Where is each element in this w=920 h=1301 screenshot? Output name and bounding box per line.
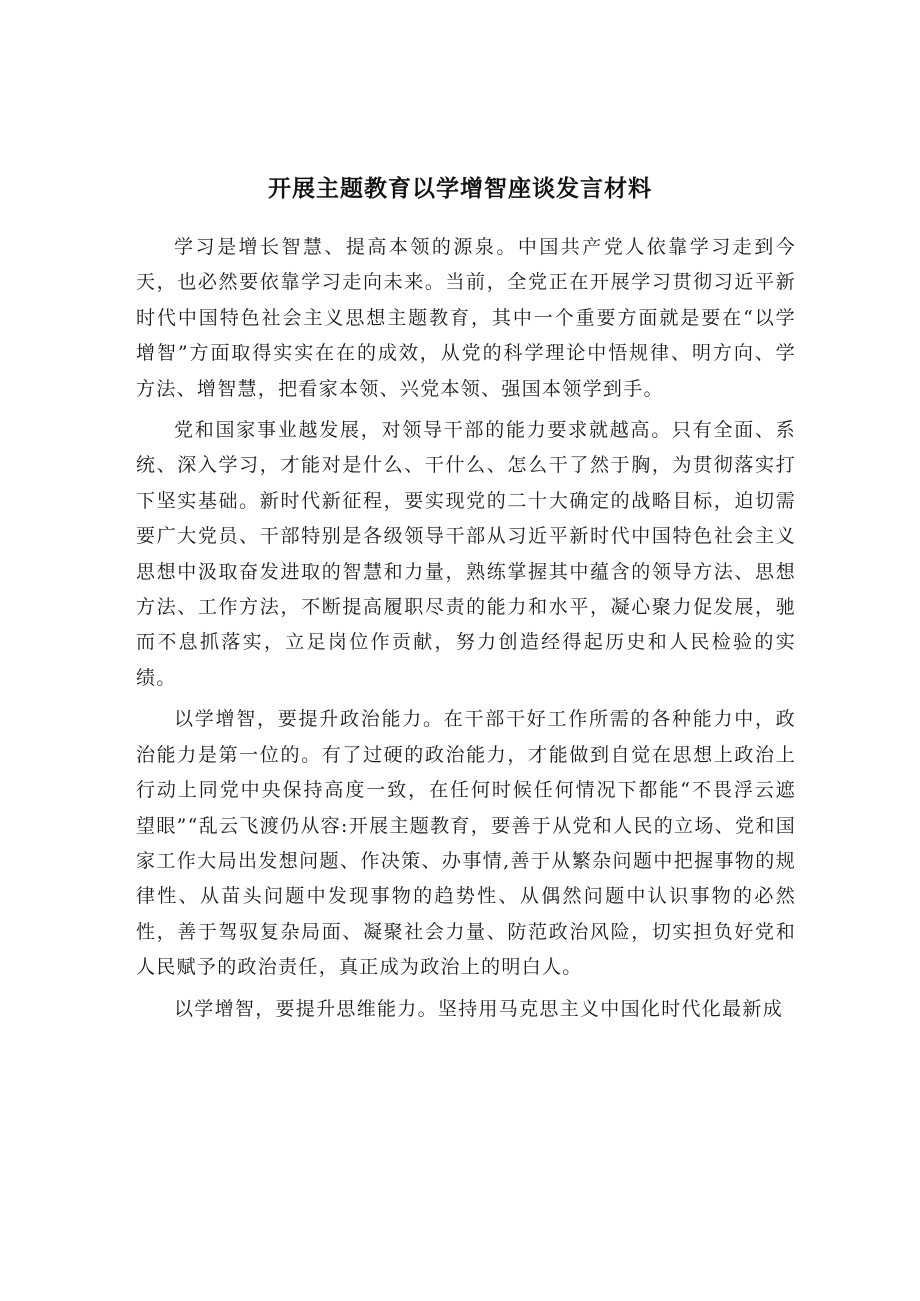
paragraph-1: 学习是增长智慧、提高本领的源泉。中国共产党人依靠学习走到今天，也必然要依靠学习走向未来。当前，全党正在开展学习贯彻习近平新时代中国特色社会主义思想主题教育，其中一个重要方面就是要在“以学增智”方面取得实实在在的成效，从党的科学理论中悟规律、明方向、学方法、增智慧，把看家本领、兴党本领、强国本领学到手。 xyxy=(136,236,796,400)
document-body xyxy=(136,230,796,1027)
document-title: 开展主题教育以学增智座谈发言材料 xyxy=(268,176,652,202)
paragraph-3: 以学增智，要提升政治能力。在干部干好工作所需的各种能力中，政治能力是第一位的。有了过硬的政治能力，才能做到自觉在思想上政治上行动上同党中央保持高度一致，在任何时候任何情况下都能“不畏浮云遮望眼”“乱云飞渡仍从容:开展主题教育，要善于从党和人民的立场、党和国家工作大局出发想问题、作决策、办事情,善于从繁杂问题中把握事物的规律性、从苗头问题中发现事物的趋势性、从偶然问题中认识事物的必然性，善于驾驭复杂局面、凝聚社会力量、防范政治风险，切实担负好党和人民赋予的政治责任，真正成为政治上的明白人。 xyxy=(136,708,796,979)
paragraph-2: 党和国家事业越发展，对领导干部的能力要求就越高。只有全面、系统、深入学习，才能对是什么、干什么、怎么干了然于胸，为贯彻落实打下坚实基础。新时代新征程，要实现党的二十大确定的战略目标，迫切需要广大党员、干部特别是各级领导干部从习近平新时代中国特色社会主义思想中汲取奋发进取的智慧和力量，熟练掌握其中蕴含的领导方法、思想方法、工作方法，不断提高履职尽责的能力和水平，凝心聚力促发展，驰而不息抓落实，立足岗位作贡献，努力创造经得起历史和人民检验的实绩。 xyxy=(136,419,796,689)
paragraph-4: 以学增智，要提升思维能力。坚持用马克思主义中国化时代化最新成 xyxy=(174,997,784,1020)
